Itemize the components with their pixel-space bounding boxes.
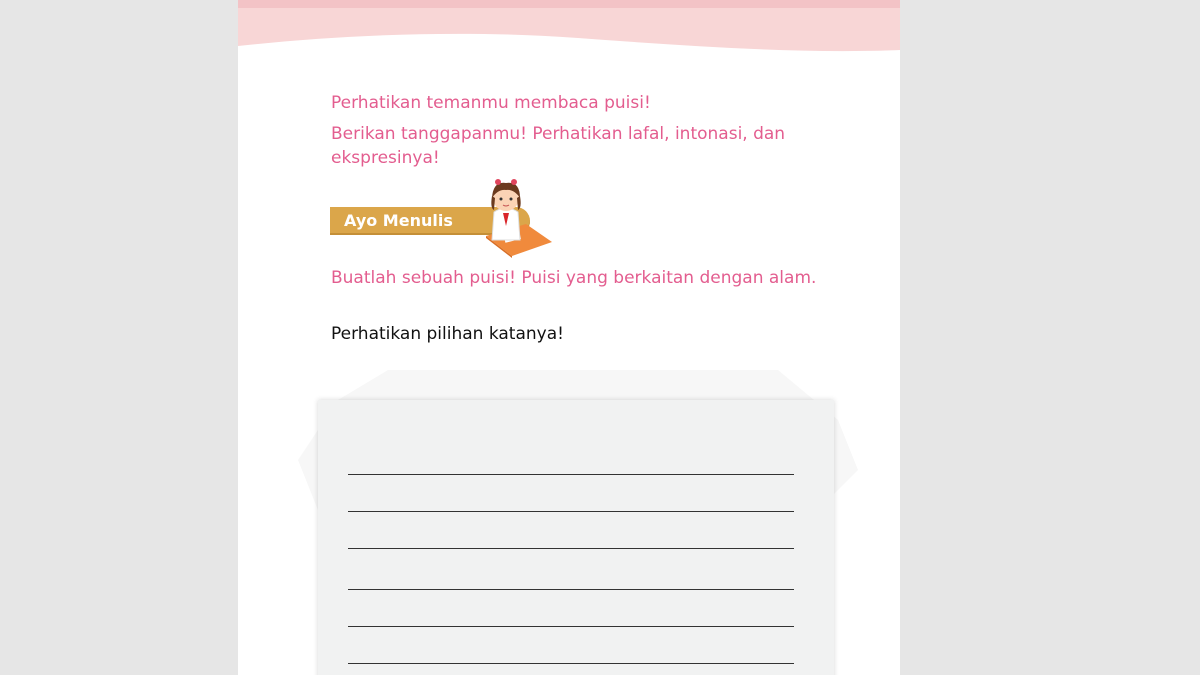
instruction-give-response: Berikan tanggapanmu! Perhatikan lafal, intonasi, dan ekspresinya!: [331, 124, 786, 168]
girl-writing-illustration: [480, 176, 556, 258]
writing-line: [348, 626, 794, 627]
word-choice-note: Perhatikan pilihan katanya!: [331, 324, 564, 344]
writing-line: [348, 474, 794, 475]
writing-line: [348, 548, 794, 549]
writing-task: Buatlah sebuah puisi! Puisi yang berkaitan dengan alam.: [331, 268, 817, 288]
writing-line: [348, 589, 794, 590]
section-badge-label: Ayo Menulis: [344, 211, 453, 230]
writing-line: [348, 511, 794, 512]
textbook-page: [238, 0, 900, 675]
instruction-read-poem: Perhatikan temanmu membaca puisi!: [331, 93, 651, 113]
pink-header-banner: [238, 0, 900, 62]
writing-line: [348, 663, 794, 664]
writing-paper[interactable]: [318, 400, 834, 675]
